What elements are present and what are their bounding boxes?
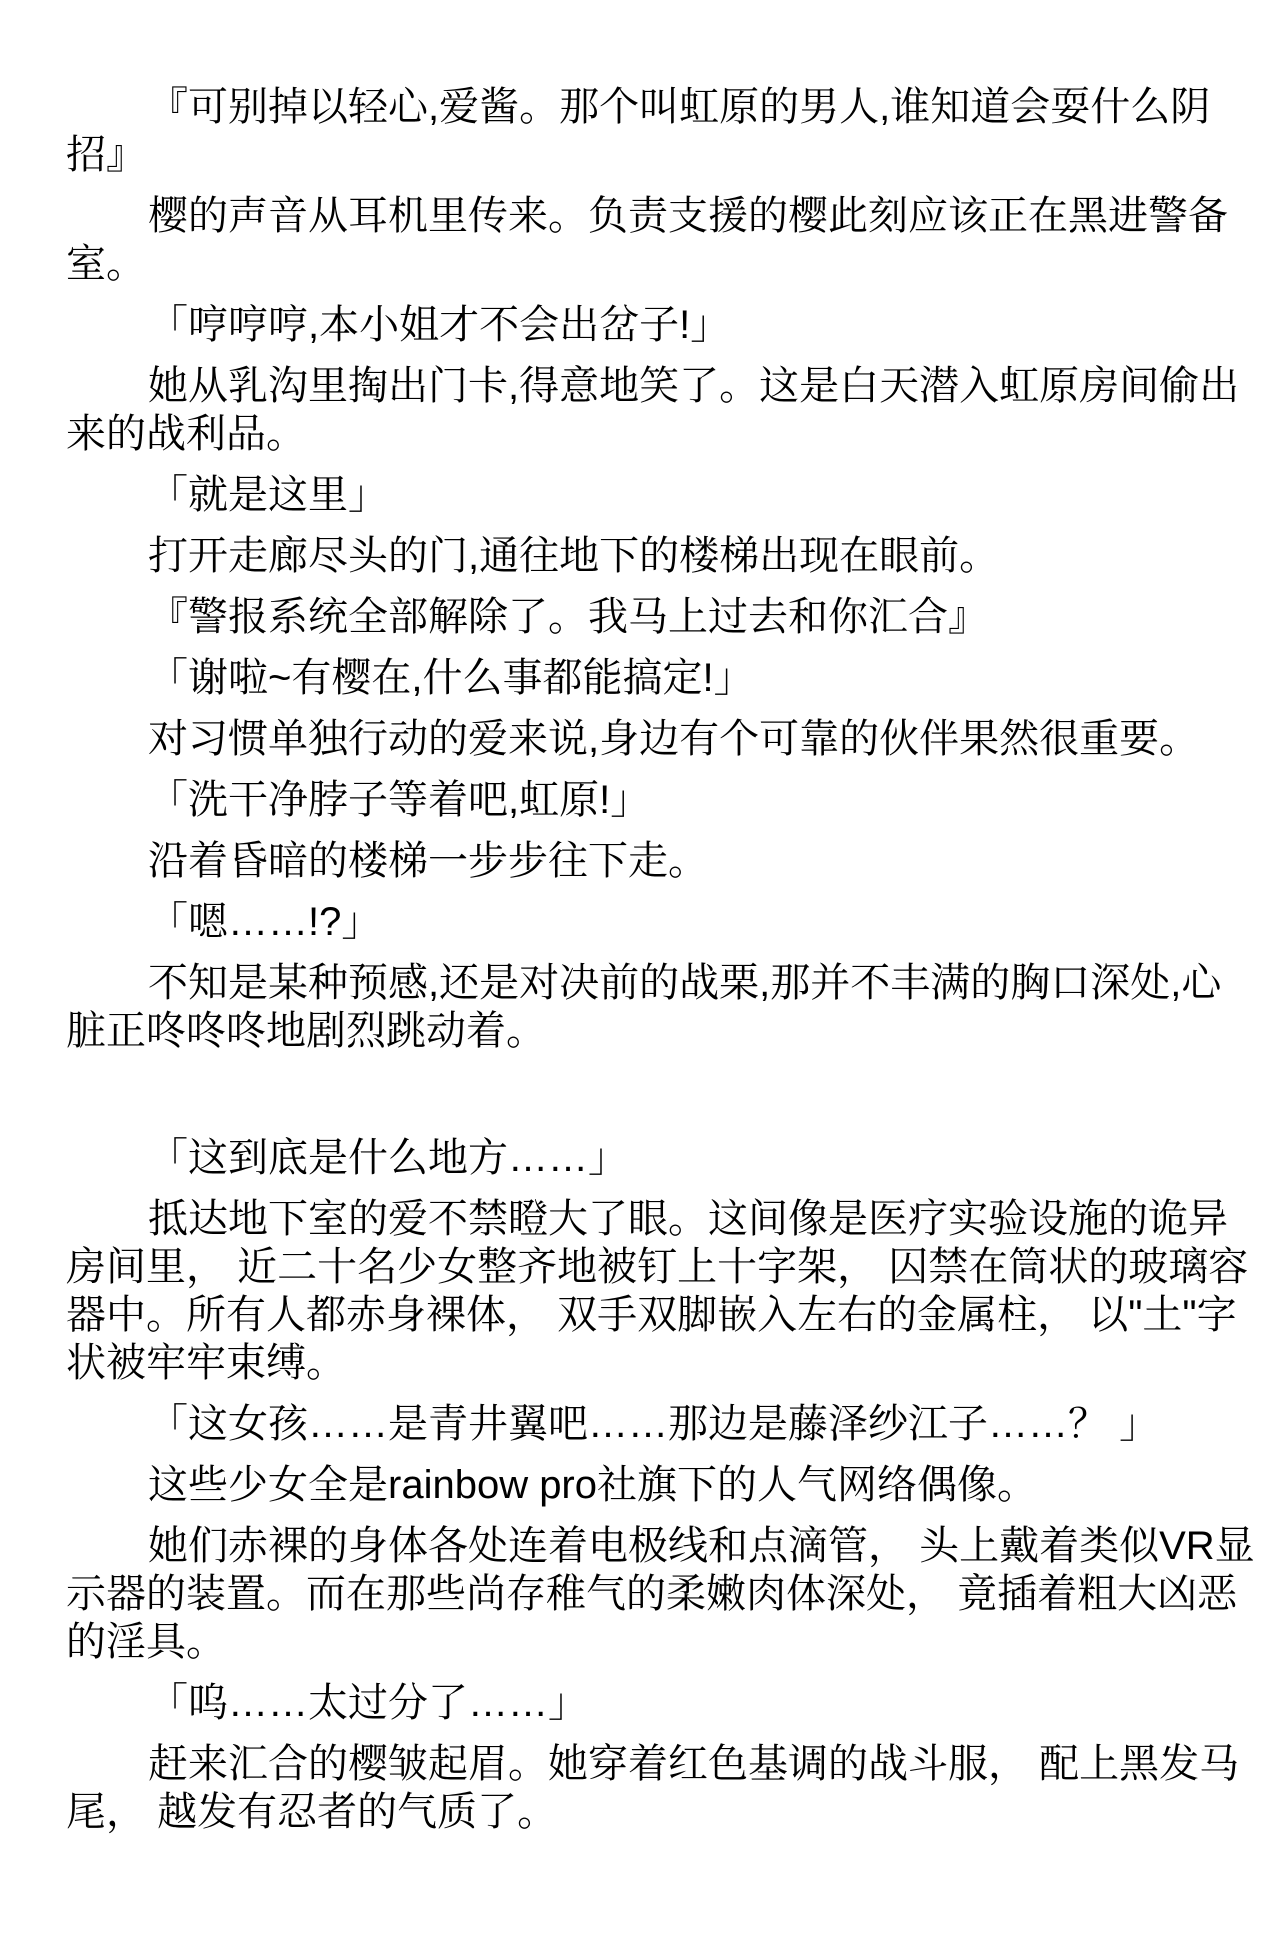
text-line: 不知是某种预感,还是对决前的战栗,那并不丰满的胸口深处,心	[148, 961, 1222, 1005]
paragraph	[66, 654, 1220, 702]
paragraph	[66, 898, 1220, 946]
paragraph	[66, 192, 1228, 288]
text-line: 「这女孩……是青井翼吧……那边是藤泽纱江子……？ 」	[148, 1402, 1160, 1446]
text-line: 尾， 越发有忍者的气质了。	[66, 1790, 558, 1834]
text-line: 她从乳沟里掏出门卡,得意地笑了。这是白天潜入虹原房间偷出	[148, 364, 1240, 408]
text-line: 器中。所有人都赤身裸体， 双手双脚嵌入左右的金属柱， 以"土"字	[66, 1293, 1237, 1337]
text-line: 「谢啦~有樱在,什么事都能搞定!」	[148, 656, 754, 700]
text-line: 「嗯……!?」	[148, 900, 382, 944]
text-line: 脏正咚咚咚地剧烈跳动着。	[66, 1009, 546, 1053]
text-line: 室。	[66, 242, 146, 286]
text-line: 打开走廊尽头的门,通往地下的楼梯出现在眼前。	[148, 534, 1000, 578]
paragraph	[66, 1461, 1220, 1509]
text-line: 抵达地下室的爱不禁瞪大了眼。这间像是医疗实验设施的诡异	[148, 1197, 1228, 1241]
paragraph	[66, 471, 1220, 519]
paragraph	[66, 959, 1220, 1055]
text-line: 『可别掉以轻心,爱酱。那个叫虹原的男人,谁知道会耍什么阴	[148, 85, 1211, 129]
text-line: 这些少女全是rainbow pro社旗下的人气网络偶像。	[148, 1463, 1038, 1507]
paragraph	[66, 593, 1220, 641]
text-line: 她们赤裸的身体各处连着电极线和点滴管， 头上戴着类似VR显	[148, 1524, 1255, 1568]
text-line: 状被牢牢束缚。	[66, 1341, 346, 1385]
text-line: 「洗干净脖子等着吧,虹原!」	[148, 778, 651, 822]
text-line: 对习惯单独行动的爱来说,身边有个可靠的伙伴果然很重要。	[148, 717, 1200, 761]
paragraph	[66, 1195, 1249, 1387]
text-line: 房间里， 近二十名少女整齐地被钉上十字架， 囚禁在筒状的玻璃容	[66, 1245, 1249, 1289]
paragraph	[66, 715, 1220, 763]
text-line: 樱的声音从耳机里传来。负责支援的樱此刻应该正在黑进警备	[148, 194, 1228, 238]
paragraph	[66, 1522, 1255, 1666]
paragraph	[66, 1134, 1220, 1182]
text-line: 『警报系统全部解除了。我马上过去和你汇合』	[148, 595, 988, 639]
paragraph	[66, 1740, 1240, 1836]
blank-line-gap	[66, 1068, 1220, 1134]
paragraph	[66, 776, 1220, 824]
text-line: 赶来汇合的樱皱起眉。她穿着红色基调的战斗服， 配上黑发马	[148, 1742, 1240, 1786]
text-line: 招』	[66, 133, 146, 177]
text-line: 的淫具。	[66, 1620, 226, 1664]
text-line: 「呜……太过分了……」	[148, 1681, 588, 1725]
text-line: 「就是这里」	[148, 473, 388, 517]
paragraph	[66, 301, 1220, 349]
paragraph	[66, 1400, 1220, 1448]
paragraph	[66, 837, 1220, 885]
paragraph	[66, 532, 1220, 580]
text-line: 示器的装置。而在那些尚存稚气的柔嫩肉体深处， 竟插着粗大凶恶	[66, 1572, 1238, 1616]
text-line: 「哼哼哼,本小姐才不会出岔子!」	[148, 303, 731, 347]
text-line: 来的战利品。	[66, 412, 306, 456]
text-line: 沿着昏暗的楼梯一步步往下走。	[148, 839, 708, 883]
text-line: 「这到底是什么地方……」	[148, 1136, 628, 1180]
paragraph	[66, 83, 1220, 179]
paragraph	[66, 1679, 1220, 1727]
paragraph	[66, 362, 1240, 458]
